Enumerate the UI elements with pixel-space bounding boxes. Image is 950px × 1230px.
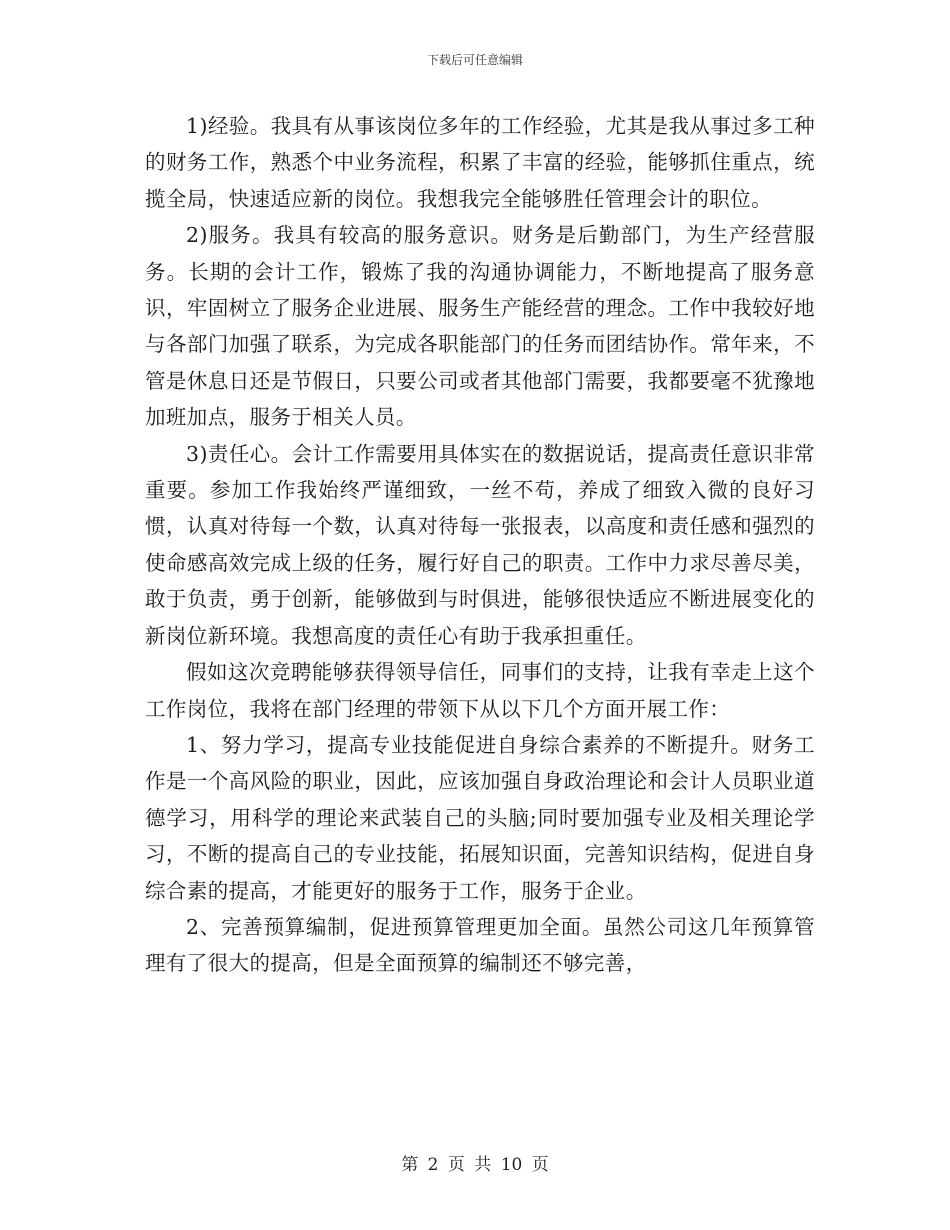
page-header: 下载后可任意编辑 xyxy=(426,53,523,67)
paragraph-intro-plan: 假如这次竞聘能够获得领导信任，同事们的支持，让我有幸走上这个工作岗位，我将在部门经理的带领下从以下几个方面开展工作： xyxy=(145,660,815,721)
paragraph-experience: 1)经验。我具有从事该岗位多年的工作经验，尤其是我从事过多工种的财务工作，熟悉个中业务流程，积累了丰富的经验，能够抓住重点，统揽全局，快速适应新的岗位。我想我完全能够胜任管理会计的职位。 xyxy=(145,114,815,211)
document-body xyxy=(145,108,815,982)
paragraph-service: 2)服务。我具有较高的服务意识。财务是后勤部门，为生产经营服务。长期的会计工作，锻炼了我的沟通协调能力，不断地提高了服务意识，牢固树立了服务企业进展、服务生产能经营的理念。工作中我较好地与各部门加强了联系，为完成各职能部门的任务而团结协作。常年来，不管是休息日还是节假日，只要公司或者其他部门需要，我都要毫不犹豫地加班加点，服务于相关人员。 xyxy=(145,223,815,430)
paragraph-plan-budget: 2、完善预算编制，促进预算管理更加全面。虽然公司这几年预算管理有了很大的提高，但是全面预算的编制还不够完善， xyxy=(145,914,815,976)
page-number-footer: 第 2 页 共 10 页 xyxy=(401,1155,549,1175)
paragraph-responsibility: 3)责任心。会计工作需要用具体实在的数据说话，提高责任意识非常重要。参加工作我始终严谨细致，一丝不苟，养成了细致入微的良好习惯，认真对待每一个数，认真对待每一张报表，以高度和责任感和强烈的使命感高效完成上级的任务，履行好自己的职责。工作中力求尽善尽美，敢于负责，勇于创新，能够做到与时俱进，能够很快适应不断进展变化的新岗位新环境。我想高度的责任心有助于我承担重任。 xyxy=(145,441,815,648)
paragraph-plan-study: 1、努力学习，提高专业技能促进自身综合素养的不断提升。财务工作是一个高风险的职业，因此，应该加强自身政治理论和会计人员职业道德学习，用科学的理论来武装自己的头脑;同时要加强专业及相关理论学习，不断的提高自己的专业技能，拓展知识面，完善知识结构，促进自身综合素的提高，才能更好的服务于工作，服务于企业。 xyxy=(145,732,815,903)
